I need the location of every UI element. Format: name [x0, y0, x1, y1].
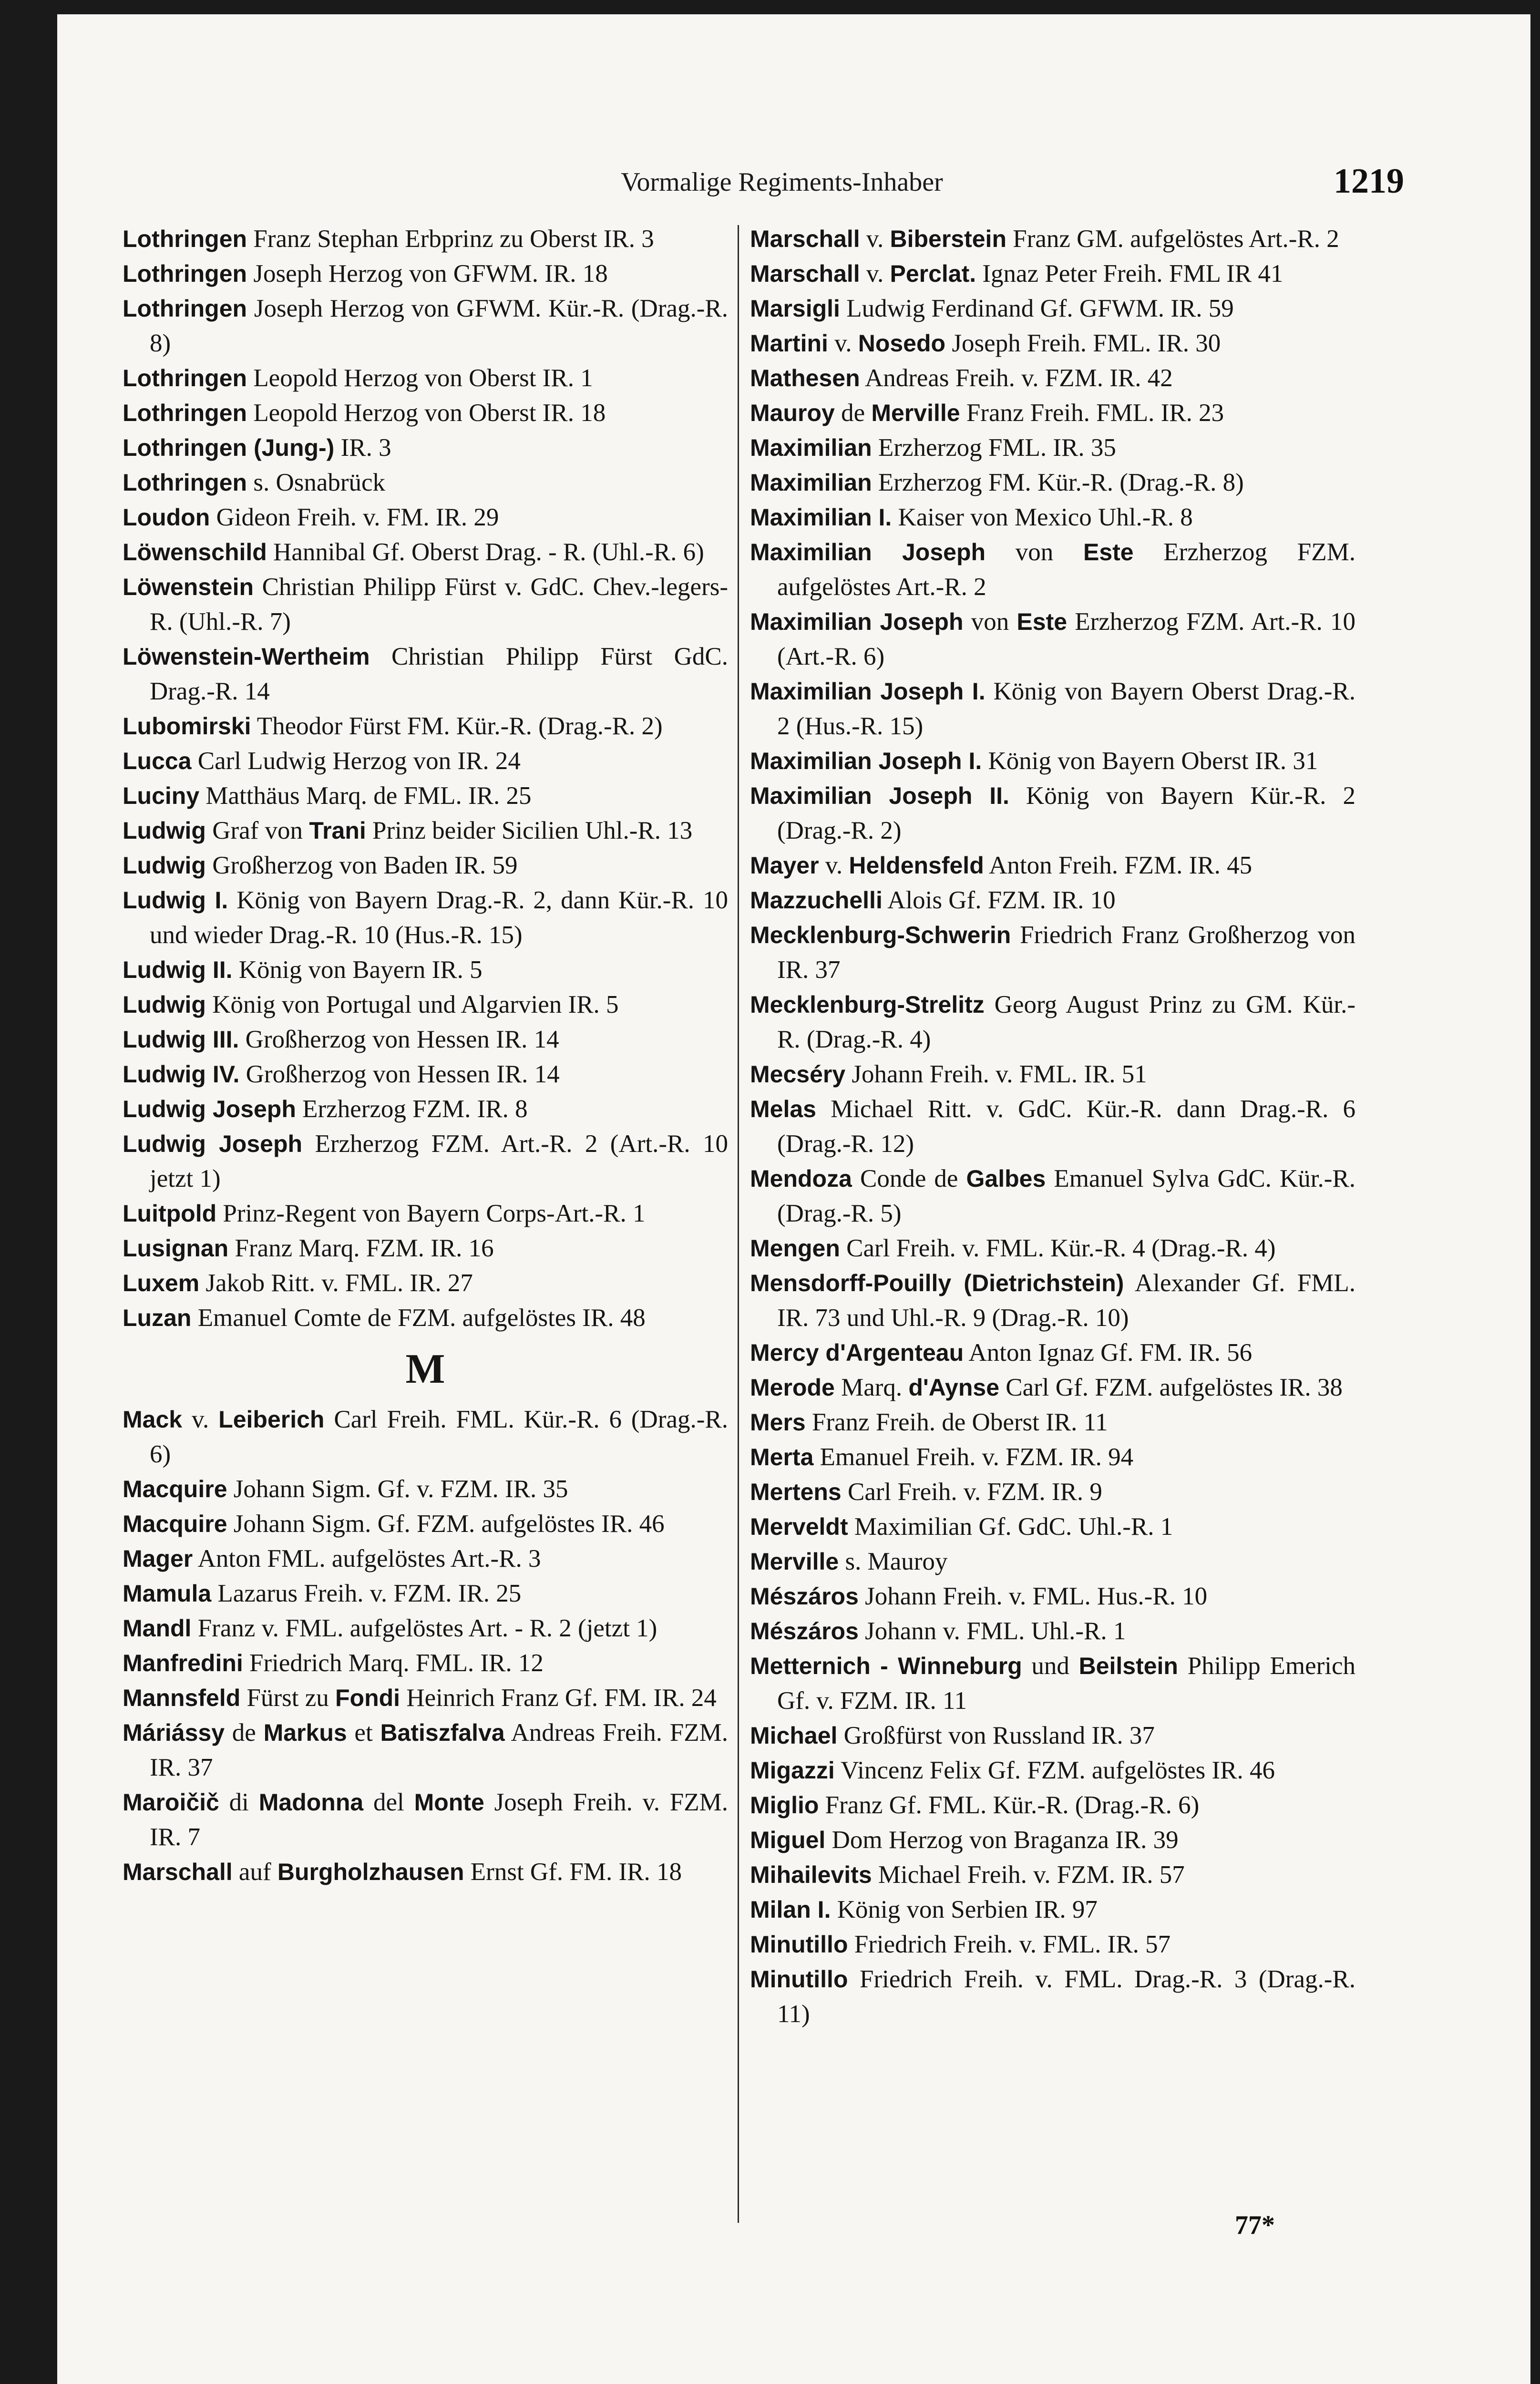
index-entry	[123, 953, 728, 987]
index-entry	[123, 1231, 728, 1266]
index-entry	[750, 918, 1355, 987]
entry-text: Carl Freih. FML. Kür.-R. 6 (Drag.-R. 6)	[150, 1406, 728, 1468]
entry-name: Ludwig	[123, 817, 206, 844]
entry-text: Marq.	[834, 1374, 909, 1401]
entry-text: Erzherzog FZM. IR. 8	[296, 1095, 528, 1123]
index-entry	[750, 1753, 1355, 1788]
entry-text: Franz Gf. FML. Kür.-R. (Drag.-R. 6)	[819, 1791, 1200, 1819]
index-entry	[750, 431, 1355, 465]
entry-text: Dom Herzog von Braganza IR. 39	[825, 1826, 1179, 1854]
entry-text: Michael Freih. v. FZM. IR. 57	[872, 1861, 1185, 1889]
index-entry	[123, 431, 728, 465]
entry-name: Mészáros	[750, 1583, 859, 1610]
entry-name: Mészáros	[750, 1618, 859, 1644]
entry-name: Minutillo	[750, 1931, 848, 1958]
entry-text: Franz v. FML. aufgelöstes Art. - R. 2 (jetzt 1)	[191, 1614, 657, 1642]
entry-name: Miguel	[750, 1827, 826, 1853]
entry-text: Joseph Herzog von GFWM. Kür.-R. (Drag.-R. 8)	[150, 295, 728, 357]
index-entry	[750, 1823, 1355, 1858]
entry-text: Andreas Freih. v. FZM. IR. 42	[860, 364, 1173, 392]
entry-text: Erzherzog FM. Kür.-R. (Drag.-R. 8)	[872, 469, 1244, 496]
entry-text: Leopold Herzog von Oberst IR. 18	[247, 399, 606, 427]
index-entry	[750, 1057, 1355, 1092]
index-entry	[123, 535, 728, 570]
entry-text: König von Bayern IR. 5	[232, 956, 483, 984]
index-entry	[750, 883, 1355, 918]
index-entry	[750, 465, 1355, 500]
book-page	[57, 14, 1530, 2384]
entry-text: Kaiser von Mexico Uhl.-R. 8	[892, 504, 1193, 531]
index-entry	[750, 1927, 1355, 1962]
entry-text: König von Bayern Oberst Drag.-R. 2 (Hus.-R. 15)	[777, 678, 1356, 740]
index-entry	[123, 291, 728, 361]
entry-text: Franz Marq. FZM. IR. 16	[228, 1234, 494, 1262]
entry-name: Luzan	[123, 1305, 192, 1331]
entry-name: Milan I.	[750, 1896, 831, 1923]
entry-text: Erzherzog FML. IR. 35	[872, 434, 1116, 462]
entry-text: Friedrich Freih. v. FML. IR. 57	[848, 1931, 1171, 1958]
entry-name: Lothringen	[123, 365, 247, 391]
index-entry	[123, 257, 728, 291]
entry-text: Johann Freih. v. FML. IR. 51	[845, 1060, 1147, 1088]
entry-bold-part: Batiszfalva	[380, 1719, 505, 1746]
entry-name: Lothringen	[123, 295, 247, 322]
entry-name: Martini	[750, 330, 828, 357]
entry-name: Ludwig IV.	[123, 1061, 240, 1088]
index-entry	[750, 535, 1355, 605]
entry-text: Gideon Freih. v. FM. IR. 29	[210, 504, 499, 531]
entry-bold-part: Nosedo	[858, 330, 946, 357]
index-entry	[123, 1127, 728, 1196]
entry-text: Emanuel Sylva GdC. Kür.-R. (Drag.-R. 5)	[777, 1165, 1355, 1227]
index-entry	[750, 326, 1355, 361]
entry-name: Maximilian	[750, 469, 872, 496]
index-entry	[750, 1614, 1355, 1649]
index-entry	[750, 848, 1355, 883]
index-entry	[123, 1057, 728, 1092]
index-entry	[123, 1646, 728, 1681]
entry-name: Ludwig	[123, 852, 206, 879]
entry-name: Lothringen (Jung-)	[123, 434, 335, 461]
entry-name: Melas	[750, 1096, 816, 1122]
entry-text: Johann Freih. v. FML. Hus.-R. 10	[858, 1582, 1208, 1610]
index-entry	[123, 1266, 728, 1301]
index-entry	[750, 257, 1355, 291]
entry-name: Mamula	[123, 1580, 212, 1607]
entry-text: Johann v. FML. Uhl.-R. 1	[858, 1617, 1126, 1645]
entry-text: Carl Ludwig Herzog von IR. 24	[191, 747, 521, 775]
index-entry	[123, 361, 728, 396]
entry-bold-part: Burgholzhausen	[277, 1859, 464, 1885]
entry-name: Merveldt	[750, 1513, 848, 1540]
entry-text: IR. 3	[334, 434, 391, 462]
entry-text: Großfürst von Russland IR. 37	[837, 1722, 1155, 1749]
column-rule	[738, 225, 739, 2223]
entry-text: et	[347, 1719, 380, 1747]
entry-bold-part: Biberstein	[890, 226, 1006, 252]
entry-text: Prinz beider Sicilien Uhl.-R. 13	[366, 817, 693, 844]
entry-text: von	[963, 608, 1017, 636]
entry-text: Franz GM. aufgelöstes Art.-R. 2	[1006, 225, 1339, 253]
entry-name: Marsigli	[750, 295, 840, 322]
entry-name: Luxem	[123, 1270, 200, 1296]
entry-text: Maximilian Gf. GdC. Uhl.-R. 1	[848, 1513, 1173, 1541]
entry-text: Ignaz Peter Freih. FML IR 41	[976, 260, 1283, 288]
index-entry	[750, 674, 1355, 744]
entry-text: Matthäus Marq. de FML. IR. 25	[199, 782, 532, 810]
entry-name: Maximilian	[750, 434, 872, 461]
entry-name: Luciny	[123, 782, 200, 809]
index-entry	[123, 500, 728, 535]
entry-text: Ludwig Ferdinand Gf. GFWM. IR. 59	[840, 295, 1234, 322]
index-entry	[750, 361, 1355, 396]
index-entry	[123, 1541, 728, 1576]
index-entry	[123, 1472, 728, 1507]
entry-name: Mannsfeld	[123, 1685, 241, 1711]
entry-name: Mensdorff-Pouilly (Dietrichstein)	[750, 1270, 1124, 1296]
right-column	[750, 222, 1355, 2032]
entry-text: Anton Ignaz Gf. FM. IR. 56	[964, 1339, 1253, 1367]
entry-text: de	[225, 1719, 264, 1747]
entry-text: König von Bayern Drag.-R. 2, dann Kür.-R. 10 und wieder Drag.-R. 10 (Hus.-R. 15)	[150, 886, 728, 949]
entry-text: Andreas Freih. FZM. IR. 37	[150, 1719, 728, 1781]
page-number: 1219	[1334, 162, 1404, 201]
entry-name: Ludwig III.	[123, 1026, 239, 1053]
entry-name: Lothringen	[123, 226, 247, 252]
index-entry	[750, 1718, 1355, 1753]
entry-text: Emanuel Comte de FZM. aufgelöstes IR. 48	[191, 1304, 646, 1332]
index-entry	[123, 1785, 728, 1855]
entry-text: Prinz-Regent von Bayern Corps-Art.-R. 1	[216, 1200, 646, 1227]
entry-name: Loudon	[123, 504, 210, 531]
entry-text: auf	[232, 1858, 277, 1886]
entry-name: Lubomirski	[123, 713, 251, 740]
entry-text: König von Bayern Kür.-R. 2 (Drag.-R. 2)	[777, 782, 1355, 844]
entry-text: Anton Freih. FZM. IR. 45	[984, 852, 1253, 879]
entry-text: Heinrich Franz Gf. FM. IR. 24	[400, 1684, 717, 1712]
index-entry	[123, 848, 728, 883]
entry-text: Vincenz Felix Gf. FZM. aufgelöstes IR. 46	[834, 1757, 1275, 1784]
entry-text: König von Serbien IR. 97	[831, 1896, 1098, 1923]
entry-text: v.	[828, 329, 858, 357]
entry-text: Ernst Gf. FM. IR. 18	[464, 1858, 682, 1886]
entry-name: Mayer	[750, 852, 819, 879]
index-entry	[123, 1402, 728, 1472]
entry-text: del	[363, 1788, 414, 1816]
index-entry	[123, 779, 728, 813]
entry-text: Friedrich Franz Großherzog von IR. 37	[777, 921, 1355, 984]
entry-name: Mazzuchelli	[750, 887, 883, 914]
entry-text: Lazarus Freih. v. FZM. IR. 25	[211, 1580, 522, 1607]
entry-name: Löwenstein-Wertheim	[123, 643, 370, 670]
entry-text: Joseph Herzog von GFWM. IR. 18	[247, 260, 608, 288]
index-entry	[123, 1196, 728, 1231]
entry-name: Manfredini	[123, 1650, 243, 1676]
entry-name: Miglio	[750, 1792, 819, 1819]
entry-text: Joseph Freih. v. FZM. IR. 7	[150, 1788, 729, 1851]
entry-text: Hannibal Gf. Oberst Drag. - R. (Uhl.-R. 6)	[267, 538, 704, 566]
entry-text: Carl Freih. v. FZM. IR. 9	[841, 1478, 1102, 1506]
index-entry	[123, 813, 728, 848]
entry-name: Maximilian Joseph I.	[750, 748, 982, 774]
index-entry	[123, 1507, 728, 1541]
index-entry	[750, 744, 1355, 779]
entry-text: Erzherzog FZM. Art.-R. 2 (Art.-R. 10 jetzt 1)	[150, 1130, 728, 1192]
index-entry	[750, 1962, 1355, 2032]
index-entry	[750, 1370, 1355, 1405]
entry-bold-part: Este	[1016, 608, 1068, 635]
left-column	[123, 222, 728, 1890]
entry-name: Maximilian I.	[750, 504, 892, 531]
entry-name: Marschall	[750, 260, 860, 287]
entry-name: Minutillo	[750, 1966, 848, 1993]
index-entry	[750, 1649, 1355, 1718]
entry-bold-part: Trani	[309, 817, 366, 844]
entry-name: Ludwig Joseph	[123, 1130, 303, 1157]
index-entry	[123, 570, 728, 639]
entry-name: Mathesen	[750, 365, 860, 391]
index-entry	[750, 1231, 1355, 1266]
index-entry	[123, 883, 728, 953]
entry-text: Anton FML. aufgelöstes Art.-R. 3	[193, 1545, 541, 1572]
index-entry	[123, 1092, 728, 1127]
index-entry	[750, 1336, 1355, 1370]
index-entry	[123, 396, 728, 431]
index-entry	[123, 1301, 728, 1336]
entry-name: Mengen	[750, 1235, 840, 1262]
entry-text: von	[986, 538, 1083, 566]
entry-name: Ludwig	[123, 991, 206, 1018]
entry-name: Maximilian Joseph	[750, 539, 986, 565]
entry-text: Carl Freih. v. FML. Kür.-R. 4 (Drag.-R. 4)	[840, 1234, 1276, 1262]
entry-text: Erzherzog FZM. Art.-R. 10 (Art.-R. 6)	[777, 608, 1356, 670]
entry-name: Mercy d'Argenteau	[750, 1339, 964, 1366]
entry-name: Maroičič	[123, 1789, 219, 1816]
entry-text: Alexander Gf. FML. IR. 73 und Uhl.-R. 9 (Drag.-R. 10)	[777, 1269, 1356, 1332]
entry-text: Emanuel Freih. v. FZM. IR. 94	[813, 1443, 1134, 1471]
index-entry	[123, 222, 728, 257]
index-entry	[123, 987, 728, 1022]
entry-name: Mecklenburg-Schwerin	[750, 922, 1011, 948]
entry-text: Georg August Prinz zu GM. Kür.-R. (Drag.-R. 4)	[777, 991, 1355, 1053]
entry-text: Theodor Fürst FM. Kür.-R. (Drag.-R. 2)	[251, 712, 663, 740]
entry-text: Philipp Emerich Gf. v. FZM. IR. 11	[777, 1652, 1355, 1715]
entry-text: Friedrich Marq. FML. IR. 12	[243, 1649, 544, 1677]
index-entry	[123, 1576, 728, 1611]
index-entry	[750, 1440, 1355, 1475]
index-entry	[750, 1788, 1355, 1823]
entry-bold-part: Leiberich	[218, 1406, 325, 1433]
index-entry	[750, 605, 1355, 674]
entry-bold-part: Fondi	[335, 1685, 400, 1711]
entry-text: Leopold Herzog von Oberst IR. 1	[247, 364, 593, 392]
index-entry	[750, 1544, 1355, 1579]
entry-text: Michael Ritt. v. GdC. Kür.-R. dann Drag.-R. 6 (Drag.-R. 12)	[777, 1095, 1355, 1158]
entry-text: Johann Sigm. Gf. FZM. aufgelöstes IR. 46	[227, 1510, 665, 1538]
page-header	[57, 162, 1530, 205]
index-entry	[123, 1681, 728, 1716]
entry-text: Carl Gf. FZM. aufgelöstes IR. 38	[999, 1374, 1343, 1401]
entry-name: Merode	[750, 1374, 835, 1401]
running-head: Vormalige Regiments-Inhaber	[621, 167, 943, 197]
index-entry	[750, 1858, 1355, 1892]
entry-text: König von Bayern Oberst IR. 31	[982, 747, 1318, 775]
entry-bold-part: Heldensfeld	[849, 852, 984, 879]
entry-text: Johann Sigm. Gf. v. FZM. IR. 35	[227, 1475, 568, 1503]
entry-name: Mandl	[123, 1615, 192, 1642]
index-entry	[123, 639, 728, 709]
entry-name: Lothringen	[123, 260, 247, 287]
index-entry	[750, 500, 1355, 535]
entry-text: Großherzog von Hessen IR. 14	[239, 1026, 559, 1053]
index-entry	[750, 1266, 1355, 1336]
index-entry	[750, 1405, 1355, 1440]
entry-name: Ludwig II.	[123, 956, 233, 983]
entry-bold-part: Madonna	[258, 1789, 364, 1816]
entry-text: v.	[860, 260, 890, 288]
entry-text: und	[1022, 1652, 1079, 1680]
entry-bold-part: Este	[1083, 539, 1134, 565]
entry-text: Joseph Freih. FML. IR. 30	[945, 329, 1221, 357]
entry-bold-part: Merville	[871, 400, 960, 426]
index-entry	[750, 396, 1355, 431]
entry-bold-part: Markus	[263, 1719, 347, 1746]
entry-bold-part: Beilstein	[1078, 1653, 1178, 1679]
entry-name: Michael	[750, 1722, 838, 1749]
entry-text: Großherzog von Hessen IR. 14	[239, 1060, 560, 1088]
index-entry	[750, 1892, 1355, 1927]
signature-mark: 77*	[1235, 2210, 1275, 2240]
entry-text: de	[834, 399, 872, 427]
entry-text: Friedrich Freih. v. FML. Drag.-R. 3 (Drag.-R. 11)	[777, 1965, 1355, 2028]
entry-name: Macquire	[123, 1511, 227, 1537]
entry-name: Mertens	[750, 1479, 842, 1505]
entry-text: Christian Philipp Fürst v. GdC. Chev.-legers-R. (Uhl.-R. 7)	[150, 573, 728, 636]
entry-name: Mauroy	[750, 400, 835, 426]
index-entry	[750, 1092, 1355, 1161]
index-entry	[750, 222, 1355, 257]
entry-name: Máriássy	[123, 1719, 225, 1746]
index-entry	[750, 291, 1355, 326]
entry-text: di	[219, 1788, 259, 1816]
entry-name: Maximilian Joseph	[750, 608, 964, 635]
index-entry	[750, 1579, 1355, 1614]
index-entry	[123, 1716, 728, 1785]
index-entry	[750, 1510, 1355, 1544]
entry-bold-part: Monte	[414, 1789, 484, 1816]
entry-text: König von Portugal und Algarvien IR. 5	[205, 991, 619, 1018]
entry-name: Metternich - Winneburg	[750, 1653, 1022, 1679]
entry-name: Mihailevits	[750, 1861, 872, 1888]
entry-name: Lothringen	[123, 400, 247, 426]
entry-text: Jakob Ritt. v. FML. IR. 27	[199, 1269, 473, 1297]
entry-name: Ludwig I.	[123, 887, 228, 914]
entry-text: Franz Freih. FML. IR. 23	[960, 399, 1224, 427]
entry-name: Lucca	[123, 748, 192, 774]
entry-name: Ludwig Joseph	[123, 1096, 296, 1122]
entry-text: v.	[182, 1406, 219, 1433]
entry-bold-part: Perclat.	[890, 260, 976, 287]
section-letter: M	[405, 1346, 445, 1392]
entry-name: Maximilian Joseph I.	[750, 678, 986, 705]
entry-text: Erzherzog FZM. aufgelöstes Art.-R. 2	[777, 538, 1355, 601]
index-entry	[123, 465, 728, 500]
entry-text: Fürst zu	[240, 1684, 335, 1712]
entry-name: Luitpold	[123, 1200, 217, 1227]
entry-text: Franz Freih. de Oberst IR. 11	[805, 1408, 1108, 1436]
index-entry	[750, 1475, 1355, 1510]
entry-text: Christian Philipp Fürst GdC. Drag.-R. 14	[150, 643, 728, 705]
entry-name: Merville	[750, 1548, 839, 1575]
entry-text: Franz Stephan Erbprinz zu Oberst IR. 3	[247, 225, 654, 253]
entry-text: Alois Gf. FZM. IR. 10	[882, 886, 1116, 914]
entry-text: v.	[819, 852, 849, 879]
entry-name: Löwenschild	[123, 539, 267, 565]
entry-text: v.	[860, 225, 890, 253]
entry-text: Graf von	[205, 817, 309, 844]
entry-name: Mager	[123, 1545, 193, 1572]
index-entry	[123, 1855, 728, 1890]
entry-name: Mack	[123, 1406, 183, 1433]
entry-name: Maximilian Joseph II.	[750, 782, 1009, 809]
entry-name: Migazzi	[750, 1757, 835, 1784]
entry-text: Conde de	[852, 1165, 966, 1192]
entry-bold-part: d'Aynse	[908, 1374, 1000, 1401]
entry-text: Großherzog von Baden IR. 59	[205, 852, 518, 879]
entry-name: Löwenstein	[123, 574, 254, 600]
entry-bold-part: Galbes	[966, 1165, 1046, 1192]
entry-name: Mecséry	[750, 1061, 846, 1088]
index-entry	[750, 1161, 1355, 1231]
entry-name: Macquire	[123, 1476, 227, 1502]
index-entry	[123, 1611, 728, 1646]
entry-name: Marschall	[750, 226, 860, 252]
index-entry	[750, 987, 1355, 1057]
entry-text: s. Mauroy	[839, 1548, 948, 1575]
entry-name: Lusignan	[123, 1235, 229, 1262]
entry-text: s. Osnabrück	[247, 469, 386, 496]
entry-name: Mecklenburg-Strelitz	[750, 991, 985, 1018]
index-entry	[123, 709, 728, 744]
entry-name: Merta	[750, 1444, 814, 1470]
index-entry	[123, 1022, 728, 1057]
index-entry	[123, 744, 728, 779]
entry-name: Lothringen	[123, 469, 247, 496]
entry-name: Mers	[750, 1409, 806, 1436]
entry-name: Mendoza	[750, 1165, 852, 1192]
entry-name: Marschall	[123, 1859, 233, 1885]
index-entry	[750, 779, 1355, 848]
